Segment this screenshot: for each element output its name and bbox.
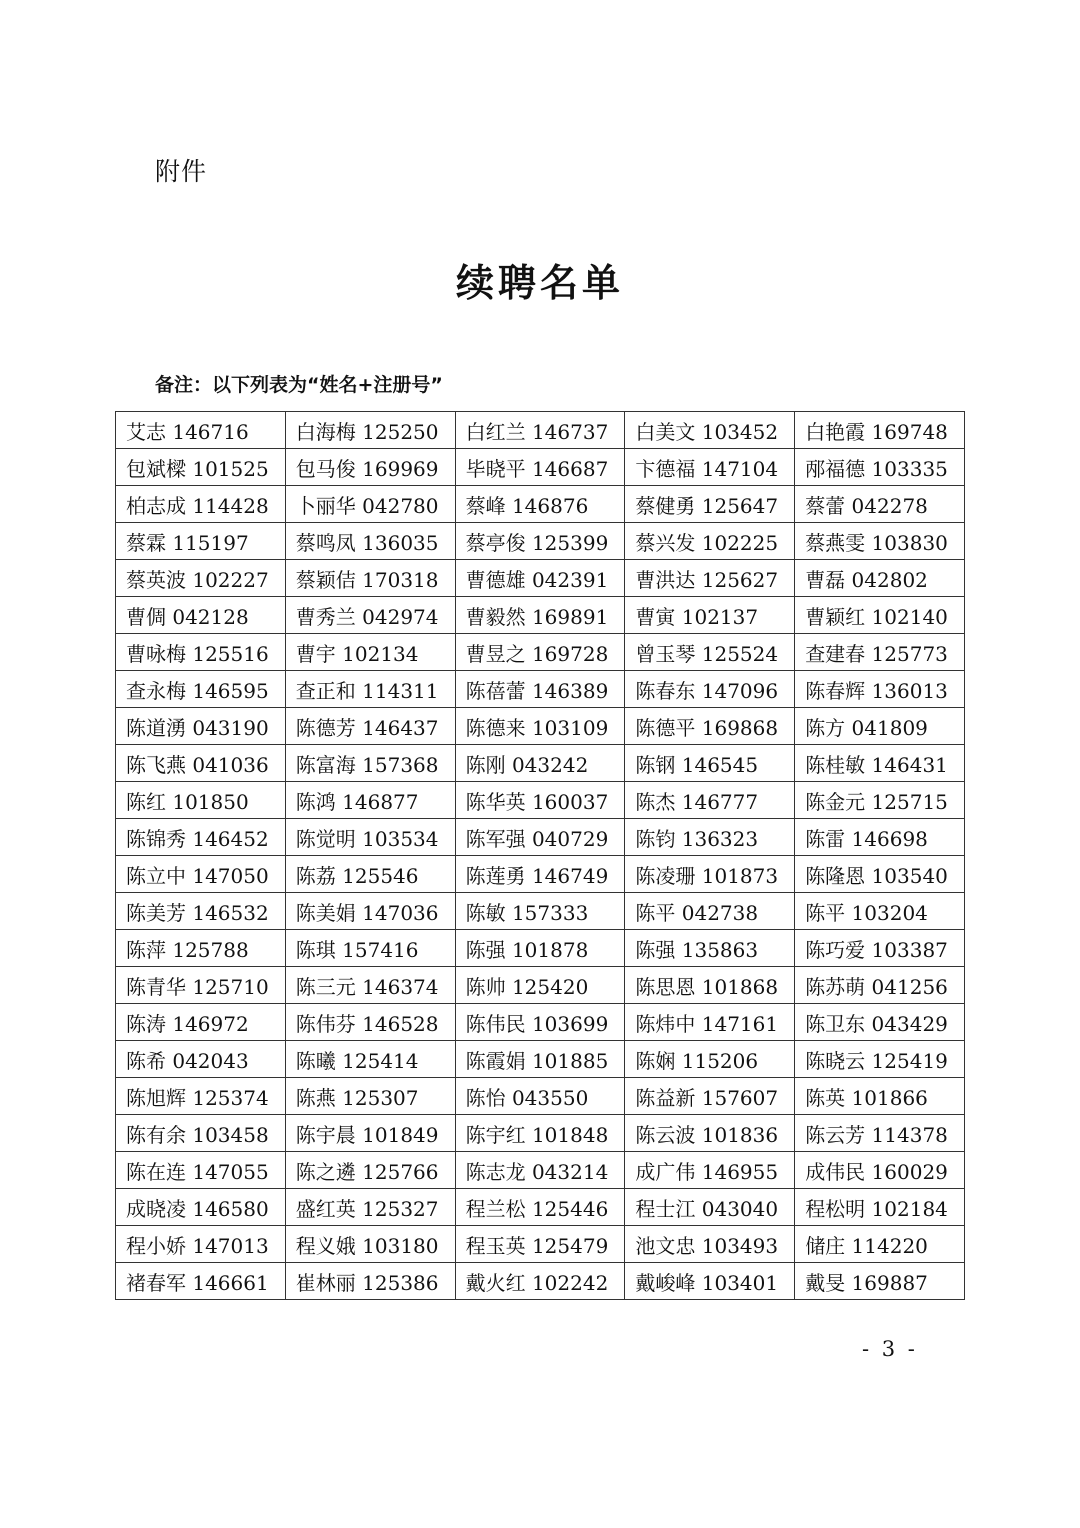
table-row	[116, 819, 965, 856]
table-row	[116, 893, 965, 930]
table-cell: 陈强 135863	[625, 930, 795, 967]
table-cell: 陈娴 115206	[625, 1041, 795, 1078]
table-cell: 曹秀兰 042974	[285, 597, 455, 634]
table-cell: 戴峻峰 103401	[625, 1263, 795, 1300]
table-cell: 陈之遴 125766	[285, 1152, 455, 1189]
table-cell: 陈立中 147050	[116, 856, 286, 893]
table-cell: 陈蓓蕾 146389	[455, 671, 625, 708]
table-cell: 查永梅 146595	[116, 671, 286, 708]
table-cell: 陈钢 146545	[625, 745, 795, 782]
table-row	[116, 782, 965, 819]
table-cell: 陈帅 125420	[455, 967, 625, 1004]
table-cell: 蔡颖佶 170318	[285, 560, 455, 597]
table-cell: 陈春辉 136013	[795, 671, 965, 708]
table-cell: 曹磊 042802	[795, 560, 965, 597]
table-cell: 陈伟民 103699	[455, 1004, 625, 1041]
table-cell: 曹宇 102134	[285, 634, 455, 671]
table-cell: 曹昱之 169728	[455, 634, 625, 671]
table-cell: 陈桂敏 146431	[795, 745, 965, 782]
table-cell: 陈德来 103109	[455, 708, 625, 745]
table-cell: 陈萍 125788	[116, 930, 286, 967]
table-cell: 陈宇晨 101849	[285, 1115, 455, 1152]
table-cell: 陈刚 043242	[455, 745, 625, 782]
table-cell: 包斌樑 101525	[116, 449, 286, 486]
table-cell: 陈旭辉 125374	[116, 1078, 286, 1115]
table-row	[116, 967, 965, 1004]
table-cell: 陈英 101866	[795, 1078, 965, 1115]
table-cell: 程兰松 125446	[455, 1189, 625, 1226]
table-cell: 陈莲勇 146749	[455, 856, 625, 893]
roster-table-body	[116, 412, 965, 1300]
table-cell: 陈在连 147055	[116, 1152, 286, 1189]
table-cell: 陈平 103204	[795, 893, 965, 930]
table-cell: 陈琪 157416	[285, 930, 455, 967]
table-row	[116, 1263, 965, 1300]
table-cell: 褚春军 146661	[116, 1263, 286, 1300]
table-cell: 蔡亭俊 125399	[455, 523, 625, 560]
table-cell: 陈杰 146777	[625, 782, 795, 819]
table-cell: 程士江 043040	[625, 1189, 795, 1226]
table-cell: 戴火红 102242	[455, 1263, 625, 1300]
table-cell: 陈曦 125414	[285, 1041, 455, 1078]
table-row	[116, 1004, 965, 1041]
table-row	[116, 523, 965, 560]
table-cell: 陈荔 125546	[285, 856, 455, 893]
table-cell: 陈钧 136323	[625, 819, 795, 856]
table-cell: 池文忠 103493	[625, 1226, 795, 1263]
table-cell: 陈德平 169868	[625, 708, 795, 745]
table-cell: 陈云芳 114378	[795, 1115, 965, 1152]
table-cell: 陈鸿 146877	[285, 782, 455, 819]
roster-table	[115, 411, 965, 1300]
table-cell: 陈霞娟 101885	[455, 1041, 625, 1078]
table-cell: 曹颖红 102140	[795, 597, 965, 634]
table-cell: 陈华英 160037	[455, 782, 625, 819]
table-cell: 陈方 041809	[795, 708, 965, 745]
table-cell: 陈平 042738	[625, 893, 795, 930]
table-cell: 白美文 103452	[625, 412, 795, 449]
table-row	[116, 412, 965, 449]
table-cell: 陈益新 157607	[625, 1078, 795, 1115]
table-cell: 陈德芳 146437	[285, 708, 455, 745]
table-row	[116, 560, 965, 597]
table-cell: 曹德雄 042391	[455, 560, 625, 597]
table-row	[116, 745, 965, 782]
table-cell: 陈巧爱 103387	[795, 930, 965, 967]
table-cell: 陈志龙 043214	[455, 1152, 625, 1189]
table-cell: 曹咏梅 125516	[116, 634, 286, 671]
table-cell: 陈道湧 043190	[116, 708, 286, 745]
table-cell: 陈炜中 147161	[625, 1004, 795, 1041]
page-number: - 3 -	[862, 1337, 918, 1361]
table-cell: 白海梅 125250	[285, 412, 455, 449]
page-title: 续聘名单	[455, 260, 624, 305]
table-cell: 包马俊 169969	[285, 449, 455, 486]
table-cell: 蔡燕雯 103830	[795, 523, 965, 560]
table-cell: 白艳霞 169748	[795, 412, 965, 449]
table-cell: 蔡英波 102227	[116, 560, 286, 597]
table-cell: 陈美芳 146532	[116, 893, 286, 930]
table-row	[116, 1115, 965, 1152]
table-cell: 陈觉明 103534	[285, 819, 455, 856]
table-cell: 卞德福 147104	[625, 449, 795, 486]
table-cell: 查正和 114311	[285, 671, 455, 708]
table-row	[116, 671, 965, 708]
table-cell: 蔡蕾 042278	[795, 486, 965, 523]
table-cell: 程松明 102184	[795, 1189, 965, 1226]
table-row	[116, 1152, 965, 1189]
table-row	[116, 449, 965, 486]
table-cell: 陈锦秀 146452	[116, 819, 286, 856]
table-cell: 陈隆恩 103540	[795, 856, 965, 893]
table-cell: 陈美娟 147036	[285, 893, 455, 930]
table-cell: 成广伟 146955	[625, 1152, 795, 1189]
table-row	[116, 1226, 965, 1263]
table-cell: 储庄 114220	[795, 1226, 965, 1263]
table-row	[116, 1189, 965, 1226]
table-cell: 陈涛 146972	[116, 1004, 286, 1041]
table-cell: 陈伟芬 146528	[285, 1004, 455, 1041]
table-cell: 柏志成 114428	[116, 486, 286, 523]
table-row	[116, 597, 965, 634]
table-cell: 成晓凌 146580	[116, 1189, 286, 1226]
table-cell: 盛红英 125327	[285, 1189, 455, 1226]
table-cell: 陈宇红 101848	[455, 1115, 625, 1152]
table-cell: 蔡鸣凤 136035	[285, 523, 455, 560]
table-cell: 程义娥 103180	[285, 1226, 455, 1263]
table-cell: 蔡霖 115197	[116, 523, 286, 560]
table-cell: 蔡峰 146876	[455, 486, 625, 523]
table-row	[116, 708, 965, 745]
table-cell: 陈青华 125710	[116, 967, 286, 1004]
table-row	[116, 1041, 965, 1078]
table-cell: 陈军强 040729	[455, 819, 625, 856]
table-cell: 陈怡 043550	[455, 1078, 625, 1115]
table-row	[116, 634, 965, 671]
table-cell: 曹毅然 169891	[455, 597, 625, 634]
table-cell: 陈红 101850	[116, 782, 286, 819]
table-cell: 毕晓平 146687	[455, 449, 625, 486]
table-cell: 邴福德 103335	[795, 449, 965, 486]
table-cell: 陈强 101878	[455, 930, 625, 967]
table-cell: 曹寅 102137	[625, 597, 795, 634]
table-cell: 陈雷 146698	[795, 819, 965, 856]
table-cell: 陈思恩 101868	[625, 967, 795, 1004]
table-cell: 陈敏 157333	[455, 893, 625, 930]
note-text: 备注：以下列表为“姓名+注册号”	[155, 374, 443, 396]
table-cell: 查建春 125773	[795, 634, 965, 671]
table-row	[116, 856, 965, 893]
table-cell: 陈三元 146374	[285, 967, 455, 1004]
table-cell: 蔡健勇 125647	[625, 486, 795, 523]
table-cell: 卜丽华 042780	[285, 486, 455, 523]
table-cell: 程玉英 125479	[455, 1226, 625, 1263]
table-cell: 陈希 042043	[116, 1041, 286, 1078]
table-cell: 陈金元 125715	[795, 782, 965, 819]
table-cell: 陈富海 157368	[285, 745, 455, 782]
table-cell: 陈有余 103458	[116, 1115, 286, 1152]
table-cell: 蔡兴发 102225	[625, 523, 795, 560]
table-cell: 陈苏萌 041256	[795, 967, 965, 1004]
table-row	[116, 930, 965, 967]
table-cell: 曹洪达 125627	[625, 560, 795, 597]
table-cell: 程小娇 147013	[116, 1226, 286, 1263]
table-cell: 陈燕 125307	[285, 1078, 455, 1115]
attachment-label: 附件	[155, 157, 208, 186]
table-cell: 艾志 146716	[116, 412, 286, 449]
table-cell: 陈卫东 043429	[795, 1004, 965, 1041]
table-row	[116, 486, 965, 523]
table-cell: 白红兰 146737	[455, 412, 625, 449]
table-cell: 崔林丽 125386	[285, 1263, 455, 1300]
table-cell: 陈飞燕 041036	[116, 745, 286, 782]
table-cell: 陈晓云 125419	[795, 1041, 965, 1078]
table-row	[116, 1078, 965, 1115]
table-cell: 曾玉琴 125524	[625, 634, 795, 671]
table-cell: 陈春东 147096	[625, 671, 795, 708]
table-cell: 曹倜 042128	[116, 597, 286, 634]
table-cell: 陈云波 101836	[625, 1115, 795, 1152]
table-cell: 陈凌珊 101873	[625, 856, 795, 893]
table-cell: 成伟民 160029	[795, 1152, 965, 1189]
table-cell: 戴旻 169887	[795, 1263, 965, 1300]
